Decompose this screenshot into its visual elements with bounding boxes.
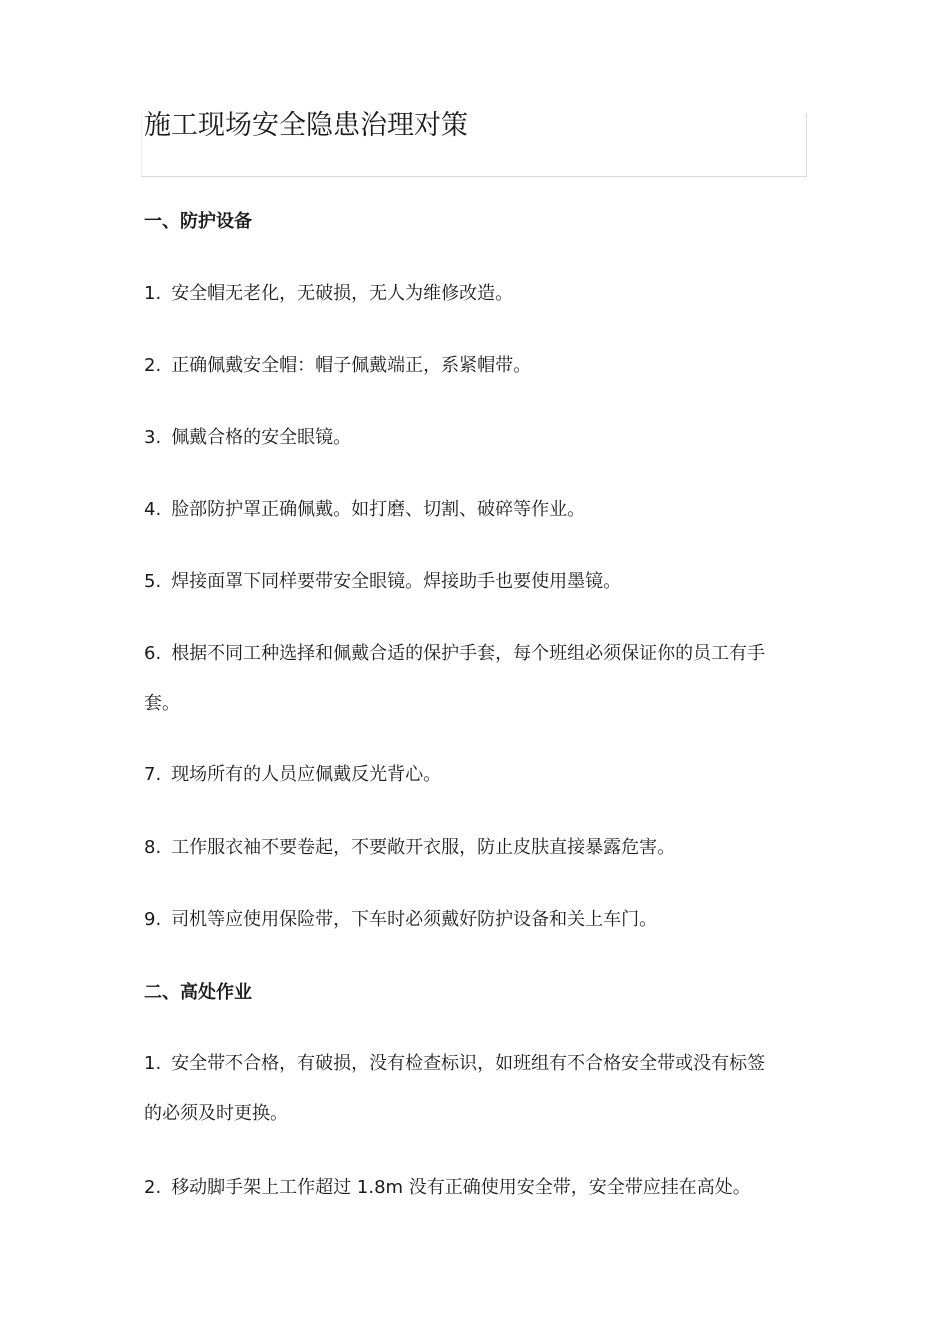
- item-number: 1.: [144, 1053, 162, 1074]
- item-text: 根据不同工种选择和佩戴合适的保护手套，每个班组必须保证你的员工有手: [171, 643, 766, 664]
- item-text: 焊接面罩下同样要带安全眼镜。焊接助手也要使用墨镜。: [171, 571, 622, 592]
- list-item: [144, 750, 810, 800]
- item-number: 1.: [144, 283, 162, 304]
- list-item: [144, 895, 810, 945]
- list-item: [144, 1163, 810, 1213]
- item-number: 7.: [144, 764, 162, 785]
- item-text: 现场所有的人员应佩戴反光背心。: [171, 764, 442, 785]
- list-item: [144, 629, 810, 729]
- page-title: 施工现场安全隐患治理对策: [144, 110, 468, 141]
- section-heading-protective-equipment: 一、防护设备: [144, 211, 252, 232]
- list-item: [144, 1039, 810, 1139]
- item-number: 4.: [144, 499, 162, 520]
- list-item: [144, 269, 810, 319]
- list-item: [144, 413, 810, 463]
- item-text: 正确佩戴安全帽：帽子佩戴端正，系紧帽带。: [171, 355, 532, 376]
- item-text: 脸部防护罩正确佩戴。如打磨、切割、破碎等作业。: [171, 499, 586, 520]
- list-item: [144, 823, 810, 873]
- item-number: 5.: [144, 571, 162, 592]
- item-text: 司机等应使用保险带，下车时必须戴好防护设备和关上车门。: [171, 909, 658, 930]
- item-text: 安全帽无老化，无破损，无人为维修改造。: [171, 283, 514, 304]
- section-heading-work-at-height: 二、高处作业: [144, 982, 252, 1003]
- item-text: 工作服衣袖不要卷起，不要敞开衣服，防止皮肤直接暴露危害。: [171, 837, 676, 858]
- list-item: [144, 557, 810, 607]
- list-item: [144, 341, 810, 391]
- item-number: 3.: [144, 427, 162, 448]
- item-number: 6.: [144, 643, 162, 664]
- item-number: 9.: [144, 909, 162, 930]
- item-number: 2.: [144, 355, 162, 376]
- item-number: 2.: [144, 1177, 162, 1198]
- item-text: 安全带不合格，有破损，没有检查标识，如班组有不合格安全带或没有标签: [171, 1053, 766, 1074]
- item-text: 佩戴合格的安全眼镜。: [171, 427, 352, 448]
- item-text: 移动脚手架上工作超过 1.8m 没有正确使用安全带，安全带应挂在高处。: [171, 1177, 751, 1198]
- list-item: [144, 485, 810, 535]
- item-number: 8.: [144, 837, 162, 858]
- item-text-continuation: 的必须及时更换。: [144, 1103, 288, 1124]
- item-text-continuation: 套。: [144, 693, 180, 714]
